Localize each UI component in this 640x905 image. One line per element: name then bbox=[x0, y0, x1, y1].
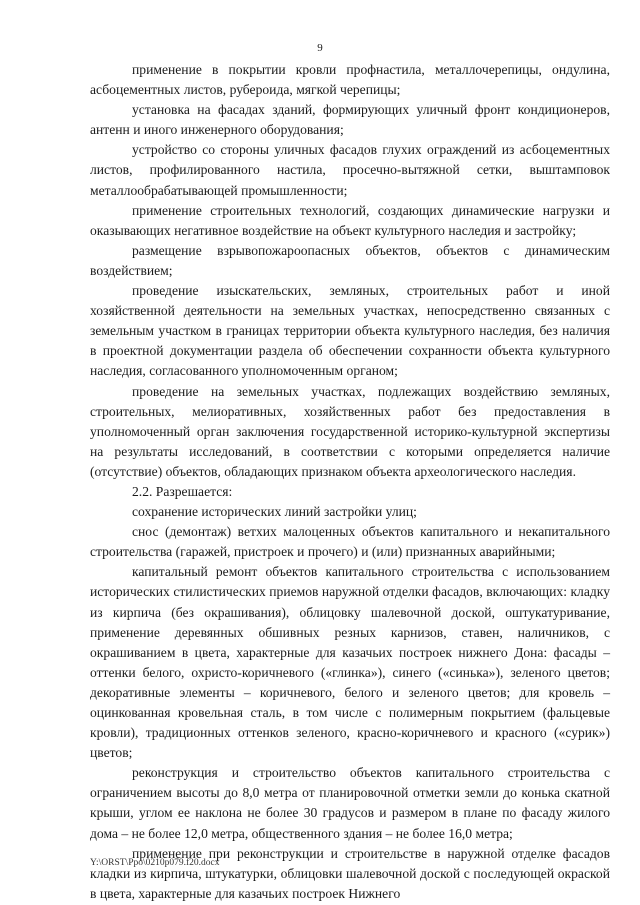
paragraph-equipment-ban: установка на фасадах зданий, формирующих уличный фронт кондиционеров, антенн и иного инженерного оборудования; bbox=[90, 102, 610, 138]
paragraph-expertise-requirement: проведение на земельных участках, подлежащих воздействию земляных, строительных, мелиоративных, хозяйственных работ без предоставления в уполномоченный орган заключения государственной историко-культурной экспертизы на результаты исследований, в соответствии с которыми определяется наличие (отсутствие) объектов, обладающих признаком объекта археологического наследия. bbox=[90, 383, 610, 479]
footer-file-path: Y:\ORST\Ppo\0210p079.f20.docx bbox=[90, 858, 220, 868]
paragraph-street-lines: сохранение исторических линий застройки улиц; bbox=[132, 504, 417, 520]
paragraph-hazard-objects-ban: размещение взрывопожароопасных объектов, объектов с динамическим воздействием; bbox=[90, 242, 610, 278]
paragraph-fence-ban: устройство со стороны уличных фасадов глухих ограждений из асбоцементных листов, профилированного настила, просечно-вытяжной сетки, выштамповок металлообрабатывающей промышленности; bbox=[90, 142, 610, 198]
document-body bbox=[90, 60, 610, 904]
paragraph-demolition: снос (демонтаж) ветхих малоценных объектов капитального и некапитального строительства (гаражей, пристроек и прочего) и (или) признанных аварийными; bbox=[90, 524, 610, 560]
paragraph-survey-works-ban: проведение изыскательских, земляных, строительных работ и иной хозяйственной деятельности на земельных участках, непосредственно связанных с земельным участком в границах территории объекта культурного наследия, без наличия в проектной документации раздела об обеспечении сохранности объекта культурного наследия, согласованного уполномоченным органом; bbox=[90, 283, 610, 379]
paragraph-capital-repair: капитальный ремонт объектов капитального строительства с использованием исторических стилистических приемов наружной отделки фасадов, включающих: кладку из кирпича (без окрашивания), облицовку шалевочной доской, оштукатуривание, применение деревянных обшивных резных карнизов, ставен, наличников, с окрашиванием в цвета, характерные для казачьих построек нижнего Дона: фасады – оттенки белого, охристо-коричневого («глинка»), синего («синька»), зеленого цветов; декоративные элементы – коричневого, белого и зеленого цветов; для кровель – оцинкованная кровельная сталь, в том числе с полимерным покрытием (фальцевые кровли), традиционных оттенков зеленого, красно-коричневого и красного («сурик») цветов; bbox=[90, 564, 610, 761]
paragraph-facade-finishing: применение при реконструкции и строительстве в наружной отделке фасадов кладки из кирпича, штукатурки, облицовки шалевочной доской с последующей окраской в цвета, характерные для казачьих построек Нижнего bbox=[90, 845, 610, 901]
section-heading-allowed: 2.2. Разрешается: bbox=[132, 483, 233, 499]
paragraph-dynamic-load-ban: применение строительных технологий, создающих динамические нагрузки и оказывающих негативное воздействие на объект культурного наследия и застройку; bbox=[90, 202, 610, 238]
paragraph-reconstruction-height: реконструкция и строительство объектов капитального строительства с ограничением высоты до 8,0 метра от планировочной отметки земли до конька скатной крыши, углом ее наклона не более 30 градусов и размером в плане по фасаду жилого дома – не более 12,0 метра, общественного здания – не более 16,0 метра; bbox=[90, 765, 610, 841]
paragraph-roofing-ban: применение в покрытии кровли профнастила, металлочерепицы, ондулина, асбоцементных листов, рубероида, мягкой черепицы; bbox=[90, 62, 610, 98]
page-number: 9 bbox=[317, 42, 323, 54]
